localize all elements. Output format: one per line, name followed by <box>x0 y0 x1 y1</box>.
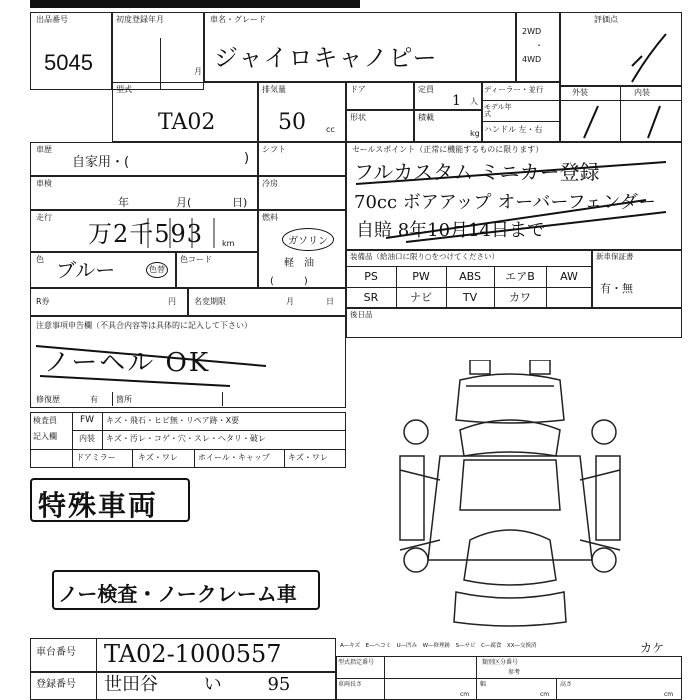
scale-b-label: 類別区分番号 <box>482 659 519 666</box>
registration-label: 登録番号 <box>36 679 76 690</box>
drive-2wd: 2WD <box>522 27 542 36</box>
exterior-label: 外装 <box>572 88 588 97</box>
repair-label: 修復歴 <box>36 395 60 404</box>
drive-4wd: 4WD <box>522 55 542 64</box>
inspection-box <box>30 176 258 210</box>
cm-unit-3: cm <box>664 691 674 698</box>
damage-legend: A―キズ E―ヘコミ U―凹み W―修理跡 S―サビ C―腐食 XX―交換済 <box>340 643 537 649</box>
width-label: 幅 <box>480 681 487 688</box>
ext-int-marks <box>560 100 682 142</box>
lot-number: 5045 <box>44 50 93 75</box>
checklist-col-d <box>194 449 195 468</box>
mileage-value: 万2千593 <box>88 220 204 248</box>
car-name-label: 車名・グレード <box>210 15 266 24</box>
special-vehicle-text: 特殊車両 <box>38 489 159 522</box>
scale-ref: 参考 <box>508 669 521 676</box>
checklist-label-1: 検査員 <box>33 416 57 425</box>
registration-value: 世田谷 い 95 <box>104 674 291 695</box>
sales-line-3: 自賠 8年10月14日まで <box>356 220 545 241</box>
inspection-month-unit: 月( <box>176 196 192 209</box>
lot-label: 出品番号 <box>36 15 68 24</box>
dealer-line-2 <box>482 121 560 122</box>
color-change-label: 色替 <box>146 262 168 278</box>
checklist-row-1 <box>72 430 346 431</box>
footer-spec-div-2 <box>476 656 477 700</box>
equipment-row-line-1 <box>346 266 592 267</box>
first-reg-label: 初度登録年月 <box>116 15 164 24</box>
person-unit: 人 <box>470 97 478 106</box>
notes-cross-out <box>30 316 346 408</box>
diesel-label: 軽 油 <box>284 258 314 269</box>
name-change-day: 日 <box>326 297 334 306</box>
equipment-sr: SR <box>363 291 379 304</box>
evaluation-label: 評価点 <box>594 15 618 24</box>
shift-label: シフト <box>262 145 286 154</box>
capacity-value: 1 <box>452 93 461 109</box>
damage-legend-mark: カケ <box>640 641 665 655</box>
after-items-box <box>346 308 682 338</box>
cm-unit-2: cm <box>540 691 550 698</box>
car-name-value: ジャイロキャノピー <box>214 44 438 72</box>
after-items-label: 後日品 <box>350 310 373 319</box>
mileage-dividers <box>130 214 230 252</box>
checklist-label-2: 記入欄 <box>33 432 57 441</box>
checklist-fw: FW <box>79 415 95 425</box>
chassis-label: 車台番号 <box>36 647 76 658</box>
equipment-ps: PS <box>364 270 378 283</box>
model-value: TA02 <box>158 110 216 135</box>
model-label: 型式 <box>116 85 132 94</box>
kg-unit: kg <box>470 129 480 138</box>
drive-dot: ・ <box>535 41 543 50</box>
equipment-aw: AW <box>560 270 578 283</box>
capacity-label: 定員 <box>418 85 434 94</box>
checklist-wheel-text: キズ・ワレ <box>288 453 328 462</box>
equipment-leather: カワ <box>509 291 531 304</box>
model-year-label: モデル年式 <box>484 103 512 118</box>
load-label: 積載 <box>418 113 434 122</box>
checklist-col-e <box>284 449 285 468</box>
recycle-label: R券 <box>36 297 50 306</box>
history-label: 車歴 <box>36 145 52 154</box>
evaluation-slash-mark <box>562 26 680 84</box>
header-title-band <box>30 0 360 8</box>
checklist-wheel: ホイール・キャップ <box>198 453 270 462</box>
fuel-label: 燃料 <box>262 213 278 222</box>
km-unit: km <box>222 239 235 248</box>
cm-unit-1: cm <box>460 691 470 698</box>
equipment-row-line-2 <box>346 287 592 288</box>
footer-spec-div-1 <box>384 656 385 700</box>
displacement-value: 50 <box>278 110 306 135</box>
sales-point-label: セールスポイント（正常に機能するものに限ります） <box>352 145 544 154</box>
color-label: 色 <box>36 255 44 264</box>
inspection-year-unit: 年 <box>118 196 129 209</box>
chassis-divider <box>96 638 97 672</box>
inspection-label: 車検 <box>36 179 52 188</box>
chassis-value: TA02-1000557 <box>104 640 282 668</box>
repair-place: 箇所 <box>116 395 132 404</box>
equipment-label: 装備品（給油口に限り○をつけてください） <box>350 252 500 261</box>
checklist-door-mirror: ドアミラー <box>76 453 116 462</box>
sales-line-2: 70cc ボアアップ オーバーフェンダー <box>354 192 656 213</box>
equipment-airbag: エアB <box>505 270 535 283</box>
history-box <box>30 142 258 176</box>
handle-label: ハンドル 左・右 <box>484 125 543 134</box>
inspection-day-unit: 日) <box>232 196 248 209</box>
repair-has: 有 <box>90 395 98 404</box>
ac-label: 冷房 <box>262 179 278 188</box>
fuel-value: ガソリン <box>282 228 334 251</box>
recycle-yen: 円 <box>168 297 176 306</box>
mileage-label: 走行 <box>36 213 52 222</box>
footer-spec-div-3 <box>556 678 557 700</box>
checklist-interior-text: キズ・汚レ・コゲ・穴・スレ・ヘタリ・破レ <box>106 434 266 443</box>
checklist-interior: 内装 <box>79 434 95 443</box>
recycle-box <box>30 288 188 316</box>
footer-spec-line <box>336 678 682 679</box>
registration-divider <box>96 672 97 700</box>
scale-a-label: 型式指定番号 <box>338 659 375 666</box>
history-value: 自家用・( <box>72 155 130 170</box>
color-code-label: 色コード <box>180 255 212 264</box>
no-claim-text: ノー検査・ノークレーム車 <box>58 582 297 606</box>
repair-bracket-right <box>222 392 223 406</box>
doors-label: ドア <box>350 85 366 94</box>
checklist-fw-text: キズ・飛石・ヒビ無・リペア跡・X要 <box>106 416 240 425</box>
equipment-abs: ABS <box>459 270 481 283</box>
sales-point-cross-out <box>346 142 682 250</box>
height-label: 高さ <box>560 681 573 688</box>
notes-label: 注意事項申告欄（不具合内容等は具体的に記入して下さい） <box>36 321 252 330</box>
warranty-label: 新車保証書 <box>596 252 634 261</box>
vehicle-damage-diagram <box>380 360 640 630</box>
first-reg-month-unit: 月 <box>194 67 202 76</box>
shape-label: 形状 <box>350 113 366 122</box>
history-close-paren: ) <box>244 151 250 166</box>
repair-bracket-left <box>112 392 113 406</box>
checklist-col-b <box>102 412 103 449</box>
color-value: ブルー <box>56 258 116 282</box>
name-change-month: 月 <box>286 297 294 306</box>
equipment-pw: PW <box>412 270 430 283</box>
equipment-navi: ナビ <box>410 291 432 304</box>
dealer-line-1 <box>482 100 560 101</box>
equipment-tv: TV <box>462 291 478 304</box>
interior-label: 内装 <box>634 88 650 97</box>
checklist-col-c <box>132 449 133 468</box>
warranty-value: 有・無 <box>600 282 633 295</box>
displacement-label: 排気量 <box>262 85 286 94</box>
length-label: 車両長さ <box>338 681 363 688</box>
sales-line-1: フルカスタム ミニカー登録 <box>354 160 600 184</box>
name-change-label: 名変期限 <box>194 297 226 306</box>
fuel-paren: ( ) <box>270 276 308 287</box>
checklist-row-2 <box>30 449 346 450</box>
notes-value: ノーヘル OK <box>44 348 211 378</box>
cc-unit: cc <box>326 125 335 134</box>
dealer-label: ディーラー・並行 <box>484 85 544 94</box>
checklist-door-mirror-text: キズ・ワレ <box>138 453 178 462</box>
